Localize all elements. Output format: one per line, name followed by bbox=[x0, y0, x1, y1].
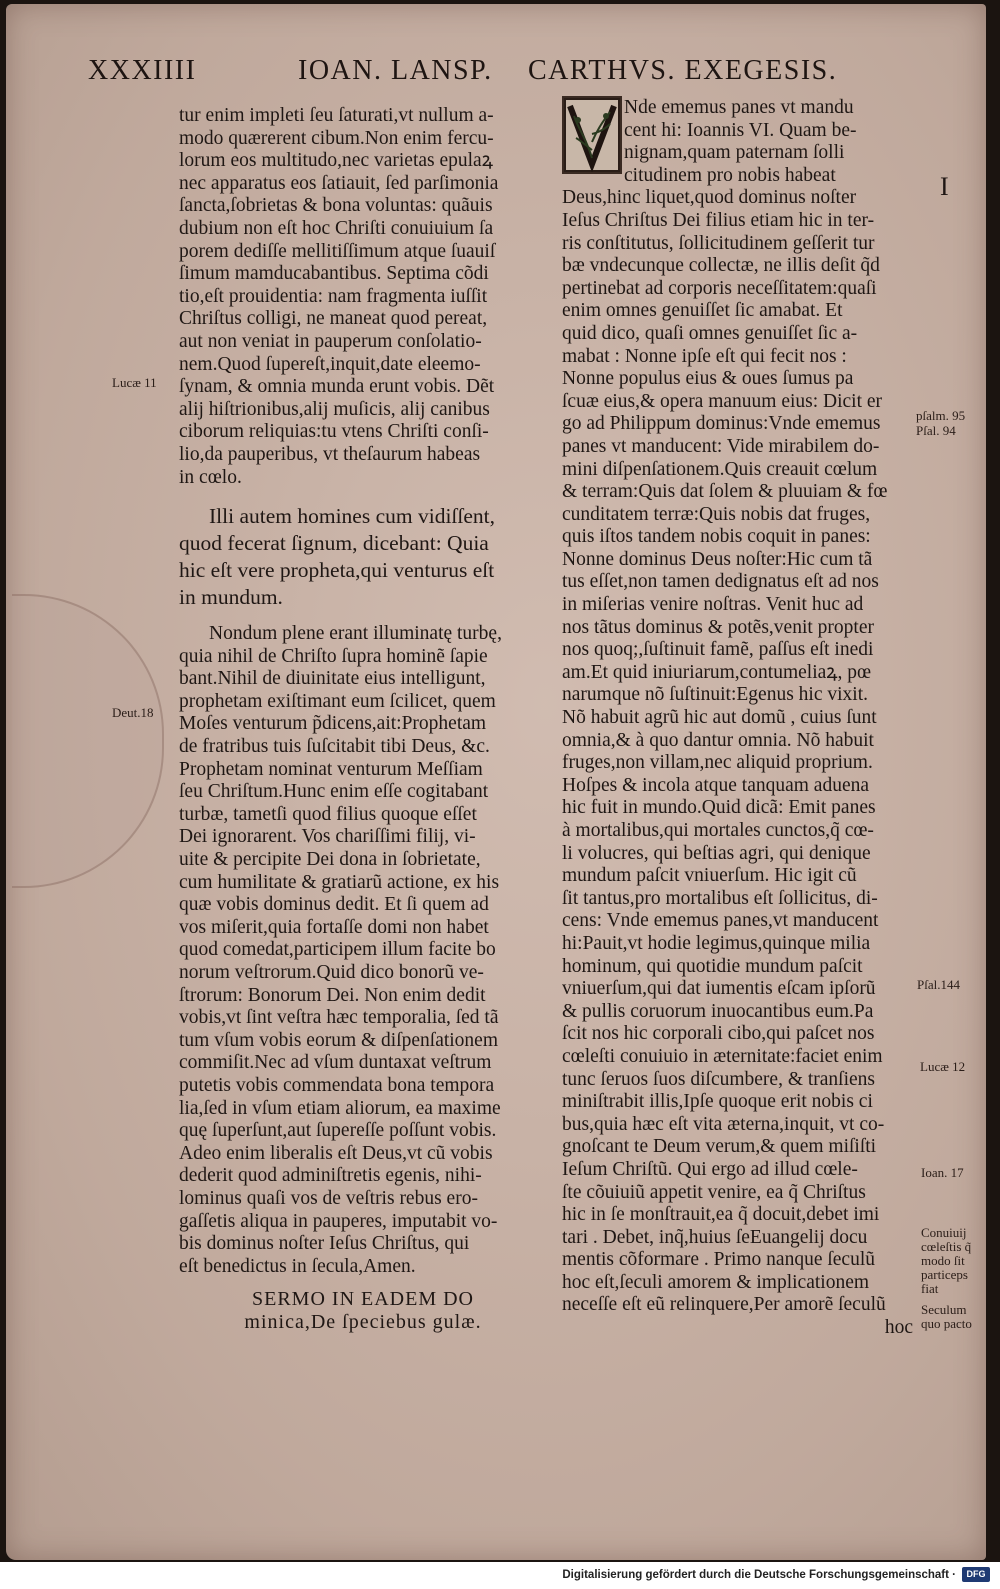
text-line: tum vſum vobis eorum & diſpenſationem bbox=[179, 1029, 499, 1051]
text-line: ſcuæ eius,& opera manuum eius: Dicit er bbox=[562, 390, 883, 412]
sermon-heading: SERMO IN EADEM DO bbox=[252, 1288, 474, 1311]
text-line: bant.Nihil de diuinitate eius intelligunt, bbox=[179, 668, 486, 690]
text-line: & terram:Quis dat ſolem & pluuiam & fœ bbox=[562, 481, 888, 503]
right-column bbox=[562, 97, 917, 1340]
text-line: commiſit.Nec ad vſum duntaxat veſtrum bbox=[179, 1052, 492, 1074]
footer-bar bbox=[0, 1562, 1000, 1589]
text-line: alij hiſtrionibus,alij muſicis, alij canibus bbox=[179, 398, 490, 420]
margin-note-conuiuii-5: fiat bbox=[921, 1281, 939, 1296]
text-line: Nonne dominus Deus noſter:Hic cum tã bbox=[562, 548, 873, 570]
text-line: bæ vndecunque collectæ, ne illis deſit q̃d bbox=[562, 255, 880, 277]
text-line: dubium non eſt hoc Chriſti conuiuium ſa bbox=[179, 217, 494, 239]
margin-note-psal-144: Pſal.144 bbox=[917, 977, 960, 992]
text-line: enim omnes genuiſſet ſic amabat. Et bbox=[562, 300, 843, 322]
text-line: prophetam exiſtimant eum ſcilicet, quem bbox=[179, 690, 496, 712]
text-line: hoc eſt,ſeculi amorem & implicationem bbox=[562, 1271, 870, 1293]
text-line: nos quoq;,ſuſtinuit famẽ, paſſus eſt inedi bbox=[562, 639, 874, 661]
text-line: ſynam, & omnia munda erunt vobis. Dẽt bbox=[179, 376, 495, 398]
text-line: in miſerias venire noſtras. Venit huc ad bbox=[562, 594, 864, 616]
text-line: norum veſtrorum.Quid dico bonorũ ve- bbox=[179, 962, 484, 983]
text-line: ſtrorum: Bonorum Dei. Non enim dedit bbox=[179, 984, 486, 1006]
text-line: nec apparatus eos ſatiauit, ſed parſimonia bbox=[179, 172, 499, 194]
text-line: ſte cõuiuiũ appetit venire, ea q̃ Chriſtus bbox=[562, 1181, 866, 1203]
text-line: lia,ſed in vſum etiam aliorum, ea maxime bbox=[179, 1097, 501, 1119]
margin-note-conuiuii-2: cœleſtis q̃ bbox=[921, 1239, 972, 1254]
margin-note-psalm-95: pſalm. 95 bbox=[916, 408, 966, 423]
header-title: CARTHVS. EXEGESIS. bbox=[528, 55, 838, 86]
margin-note-ioan-17: Ioan. 17 bbox=[921, 1165, 964, 1180]
text-line: à mortalibus,qui mortales cunctos,q̃ cœ- bbox=[562, 820, 874, 841]
text-line: quę ſuperſunt,aut ſupereſſe poſſunt vobis. bbox=[179, 1120, 497, 1142]
text-line: cœleſti conuiuio in æternitate:faciet enim bbox=[562, 1045, 883, 1067]
margin-note-luc-11: Lucæ 11 bbox=[112, 375, 157, 390]
text-line: Nondum plene erant illuminatę turbę, bbox=[209, 623, 502, 645]
text-line: omnia,& à quo dantur omnia. Nõ habuit bbox=[562, 729, 874, 751]
text-line: turbæ, tametſi quod filius quoque eſſet bbox=[179, 803, 477, 825]
text-line: neceſſe eſt eũ relinquere,Per amorẽ ſeculũ bbox=[562, 1294, 886, 1316]
text-line: miniſtrabit illis,Ipſe quoque erit nobis ci bbox=[562, 1091, 873, 1113]
footer-credit: Digitalisierung gefördert durch die Deutsche Forschungsgemeinschaft · bbox=[562, 1569, 956, 1581]
text-line: hoc bbox=[884, 1317, 913, 1339]
text-line: Nonne populus eius & oues ſumus pa bbox=[562, 368, 854, 390]
text-line: cum humilitate & gratiarũ actione, ex his bbox=[179, 871, 500, 893]
text-line: lorum eos multitudo,nec varietas epulaꝝ bbox=[179, 150, 493, 172]
text-line: ſeu Chriſtum.Hunc enim eſſe cogitabant bbox=[179, 781, 489, 803]
text-line: mundum paſcit vniuerſum. Hic igit cũ bbox=[562, 865, 857, 887]
running-header bbox=[88, 55, 848, 95]
text-line: Nde ememus panes vt mandu bbox=[624, 97, 854, 118]
text-line: Chriſtus colligi, ne maneat quod pereat, bbox=[179, 308, 488, 330]
margin-note-seculum-2: quo pacto bbox=[921, 1316, 972, 1331]
text-line: Prophetam nominat venturum Meſſiam bbox=[179, 758, 483, 780]
margin-note-conuiuii-1: Conuiuij bbox=[921, 1225, 967, 1240]
text-line: porem dediſſe mellitiſſimum atque ſuauiſ bbox=[179, 240, 496, 262]
text-line: gaſſetis aliqua in pauperes, imputabit vo- bbox=[179, 1210, 498, 1232]
margin-note-psal-94: Pſal. 94 bbox=[916, 423, 956, 438]
text-line: ſit tantus,pro mortalibus eſt ſollicitus, di- bbox=[562, 887, 878, 909]
text-line: tari . Debet, inq̃,huius ſeEuangelij docu bbox=[562, 1226, 868, 1248]
text-line: mabat : Nonne ipſe eſt qui fecit nos : bbox=[562, 345, 847, 367]
text-line: am.Et quid iniuriarum,contumeliaꝝ, pœ bbox=[562, 661, 872, 683]
text-line: citudinem pro nobis habeat bbox=[624, 164, 836, 186]
page-fold-mark bbox=[12, 594, 164, 888]
text-line: gnoſcant te Deum verum,& quem miſiſti bbox=[562, 1136, 877, 1158]
text-line: ſimum mamducabantibus. Septima cõdi bbox=[179, 263, 489, 285]
paragraph-gap bbox=[179, 611, 547, 623]
section-marker: I bbox=[940, 172, 949, 201]
text-line: bis dominus noſter Ieſus Chriſtus, qui bbox=[179, 1233, 470, 1255]
text-line: ris conſtitutus, ſollicitudinem geſſerit tur bbox=[562, 232, 875, 254]
text-line: quod fecerat ſignum, dicebant: Quia bbox=[179, 531, 489, 556]
text-line: nignam,quam paternam ſolli bbox=[624, 142, 845, 164]
text-line: tio,eſt prouidentia: nam fragmenta iuſſit bbox=[179, 285, 488, 307]
text-line: go ad Philippum dominus:Vnde ememus bbox=[562, 413, 881, 435]
header-author: IOAN. LANSP. bbox=[298, 55, 493, 86]
dfg-logo: DFG bbox=[962, 1567, 990, 1582]
text-line: hic in ſe monſtrauit,ea q̃ docuit,debet imi bbox=[562, 1204, 880, 1226]
paragraph-gap bbox=[179, 1278, 547, 1288]
margin-note-luc-12: Lucæ 12 bbox=[920, 1059, 966, 1074]
margin-note-conuiuii-4: particeps bbox=[921, 1267, 968, 1282]
text-line: Illi autem homines cum vidiſſent, bbox=[209, 504, 496, 529]
text-line: narumque nõ ſuſtinuit:Egenus hic vixit. bbox=[562, 684, 869, 706]
text-line: Ieſum Chriſtũ. Qui ergo ad illud cœle- bbox=[562, 1158, 858, 1180]
margin-note-conuiuii-3: modo ſit bbox=[921, 1253, 965, 1268]
text-line: in mundum. bbox=[179, 585, 283, 610]
text-line: & pullis coruorum inuocantibus eum.Pa bbox=[562, 1000, 874, 1022]
text-line: quod comedat,participem illum facite bo bbox=[179, 939, 496, 961]
text-line: Dei ignorarent. Vos chariſſimi filij, vi- bbox=[179, 826, 476, 848]
text-line: uite & percipite Dei dona in ſobrietate, bbox=[179, 849, 481, 871]
text-line: de fratribus tuis ſuſcitabit tibi Deus, &c. bbox=[179, 736, 490, 758]
text-line: pertinebat ad corporis neceſſitatem:quaſi bbox=[562, 277, 877, 299]
text-line: aut non veniat in pauperum conſolatio- bbox=[179, 330, 482, 352]
sermon-subheading: minica,De ſpeciebus gulæ. bbox=[244, 1310, 482, 1333]
text-line: tunc ſeruos ſuos diſcumbere, & tranſiens bbox=[562, 1068, 876, 1090]
text-line: ſcit nos hic corporali cibo,qui paſcet nos bbox=[562, 1023, 875, 1045]
text-line: nem.Quod ſupereſt,inquit,date eleemo- bbox=[179, 353, 481, 375]
text-line: in cœlo. bbox=[179, 466, 242, 488]
folio-number: XXXIIII bbox=[88, 55, 197, 86]
text-line: Adeo enim liberalis eſt Deus,vt cũ vobis bbox=[179, 1142, 493, 1164]
text-line: ſancta,ſobrietas & bona voluntas: quãuis bbox=[179, 195, 493, 217]
text-line: Nõ habuit agrũ hic aut domũ , cuius ſunt bbox=[562, 707, 877, 729]
text-line: mini diſpenſationem.Quis creauit cœlum bbox=[562, 458, 878, 480]
text-line: cunditatem terræ:Quis nobis dat fruges, bbox=[562, 503, 871, 525]
text-line: mentis cõformare . Primo nanque ſeculũ bbox=[562, 1249, 875, 1271]
text-line: dederit quod adminiſtretis egenis, nihi- bbox=[179, 1165, 482, 1187]
margin-note-deut-18: Deut.18 bbox=[112, 705, 154, 720]
text-line: eſt benedictus in ſecula,Amen. bbox=[179, 1255, 416, 1277]
text-line: cens: Vnde ememus panes,vt manducent bbox=[562, 910, 879, 932]
paragraph-gap bbox=[179, 489, 547, 503]
text-line: tus eſſet,non tamen dedignatus eſt ad nos bbox=[562, 571, 879, 593]
text-line: putetis vobis commendata bona tempora bbox=[179, 1074, 495, 1096]
text-line: quid dico, quaſi omnes genuiſſet ſic a- bbox=[562, 322, 858, 344]
text-line: bus,quia hæc eſt vita æterna,inquit, vt co- bbox=[562, 1113, 885, 1135]
text-line: vniuerſum,qui dat iumentis eſcam ipſorũ bbox=[562, 978, 876, 1000]
text-line: quia nihil de Chriſto ſupra hominẽ ſapie bbox=[179, 645, 488, 667]
text-line: hominum, qui quotidie mundum paſcit bbox=[562, 955, 863, 977]
text-line: li volucres, qui beſtias agri, qui denique bbox=[562, 842, 871, 864]
text-line: hi:Pauit,vt hodie legimus,quinque milia bbox=[562, 932, 871, 954]
text-line: fruges,non villam,nec aliquid proprium. bbox=[562, 752, 873, 774]
text-line: lominus quaſi vos de veſtris rebus ero- bbox=[179, 1187, 478, 1209]
text-line: Ieſus Chriſtus Dei filius etiam hic in ter- bbox=[562, 209, 875, 231]
text-line: nos tãtus dominus & potẽs,venit propter bbox=[562, 616, 874, 638]
text-line: quæ vobis dominus dedit. Et ſi quem ad bbox=[179, 894, 489, 916]
text-line: hic eſt vere propheta,qui venturus eſt bbox=[179, 558, 495, 583]
text-line: vos miſerit,quia fortaſſe domi non habet bbox=[179, 916, 489, 938]
text-line: panes vt manducent: Vide mirabilem do- bbox=[562, 435, 880, 457]
text-line: ciborum reliquias:tu vtens Chriſti conſi- bbox=[179, 421, 489, 443]
margin-note-seculum-1: Seculum bbox=[921, 1302, 967, 1317]
text-line: quis iſtos tandem nobis coquit in panes: bbox=[562, 526, 871, 548]
text-line: Moſes venturum p̃dicens,ait:Prophetam bbox=[179, 713, 487, 735]
text-line: cent hi: Ioannis VI. Quam be- bbox=[624, 119, 857, 141]
text-line: Deus,hinc liquet,quod dominus noſter bbox=[562, 187, 857, 209]
text-line: hic fuit in mundo.Quid dicã: Emit panes bbox=[562, 797, 876, 819]
text-line: modo quærerent cibum.Non enim fercu- bbox=[179, 127, 494, 149]
left-column bbox=[179, 105, 547, 1334]
text-line: tur enim impleti ſeu ſaturati,vt nullum a- bbox=[179, 105, 494, 126]
text-line: Hoſpes & incola atque tanquam aduena bbox=[562, 774, 870, 796]
text-line: lio,da pauperibus, vt theſaurum habeas bbox=[179, 443, 481, 465]
text-line: vobis,vt ſint veſtra hæc temporalia, ſed tã bbox=[179, 1007, 499, 1029]
